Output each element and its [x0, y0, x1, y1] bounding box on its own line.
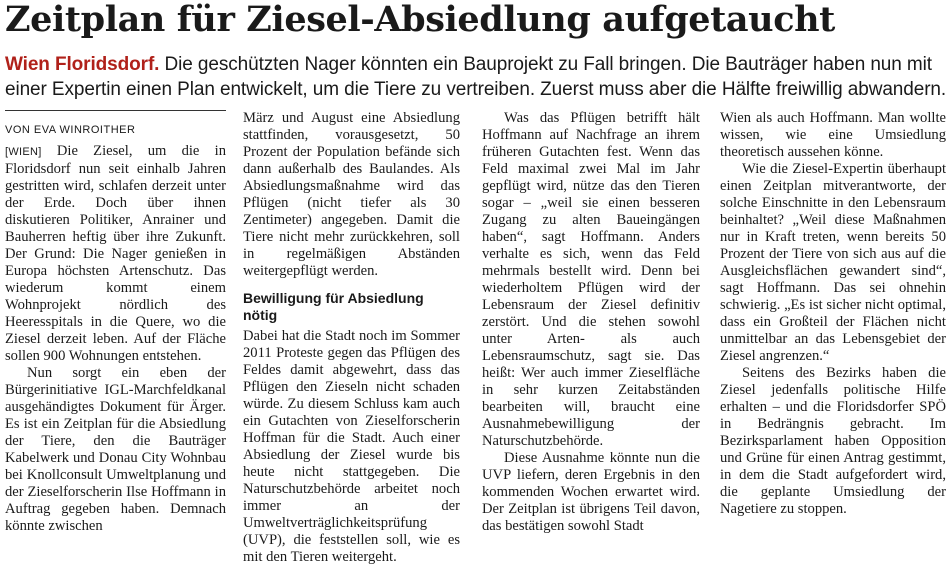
paragraph: Dabei hat die Stadt noch im Sommer 2011 Proteste gegen das Pflügen des Feldes damit abgewehrt, dass das Pflügen den Zieseln nicht schaden würde. Zu diesem Schluss kam auch ein Gutachten von Zieselforscherin Hoffman für die Stadt. Auch einer Absiedlung der Ziesel wurde bis heute nicht stattgegeben. Die Naturschutzbehörde arbeitet noch immer an der Umweltverträglichkeitsprüfung (UVP), die feststellen soll, wie es mit den Tieren weitergeht. [243, 328, 460, 565]
column-3 [482, 110, 700, 535]
lead-text: Die geschützten Nager könnten ein Bauprojekt zu Fall bringen. Die Bauträger haben nun mit einer Expertin einen Plan entwickelt, um die Tiere zu vertreiben. Zuerst muss aber die Hälfte freiwillig abwandern. [5, 54, 947, 100]
city-tag: [WIEN] [5, 146, 42, 158]
headline: Zeitplan für Ziesel-Absiedlung aufgetaucht [5, 0, 835, 40]
paragraph: Was das Pflügen betrifft hält Hoffmann auf Nachfrage an ihrem früheren Gutachten fest. Wenn das Feld maximal zwei Mal im Jahr gepflügt wird, nütze das den Tieren sogar – „weil sie einen besseren Zugang zu alten Baueingängen haben“, sagt Hoffmann. Anders verhalte es sich, wenn das Feld mehrmals bestellt wird. Denn bei wiederholtem Pflügen wird der Lebensraum der Ziesel definitiv zerstört. Und die stehen sowohl unter Arten- als auch Lebensraumschutz, sagt sie. Das heißt: Wer auch immer Zieselfläche in sehr kurzen Zeitabständen bearbeiten will, braucht eine Ausnahmebewilligung der Naturschutzbehörde. [482, 110, 700, 449]
paragraph: Wien als auch Hoffmann. Man wollte wissen, wie eine Umsiedlung theoretisch aussehen könne. [720, 110, 946, 160]
paragraph: Wie die Ziesel-Expertin überhaupt einen Zeitplan mitverantworte, der solche Einschnitte in den Lebensraum beinhaltet? „Weil diese Maßnahmen nur in Kraft treten, wenn bereits 50 Prozent der Tiere von sich aus auf die Ausgleichsflächen gewandert sind“, sagt Hoffmann. Das sei ohnehin schwierig. „Es ist sicher nicht optimal, dass ein Großteil der Flächen nicht unmittelbar an das Lebensgebiet der Ziesel angrenzen.“ [720, 161, 946, 364]
lead-paragraph [5, 52, 947, 102]
paragraph: Seitens des Bezirks haben die Ziesel jedenfalls politische Hilfe erhalten – und die Floridsdorfer SPÖ in Bedrängnis gebracht. Im Bezirksparlament haben Opposition und Grüne für einen Antrag gestimmt, in dem die Stadt aufgefordert wird, die geplante Umsiedlung der Nagetiere zu stoppen. [720, 365, 946, 517]
column-4 [720, 110, 946, 518]
column-2 [243, 110, 460, 566]
paragraph: März und August eine Absiedlung stattfinden, vorausgesetzt, 50 Prozent der Population befände sich dann außerhalb des Baulandes. Als Absiedlungsmaßnahme wird das Pflügen (nicht tiefer als 30 Zentimeter) angegeben. Damit die Tiere nicht mehr zurückkehren, soll in regelmäßigen Abständen weitergepflügt werden. [243, 110, 460, 279]
subheading: Bewilligung für Absiedlung nötig [243, 290, 424, 323]
article-body [0, 110, 951, 565]
paragraph: Nun sorgt ein eben der Bürgerinitiative IGL-Marchfeldkanal ausgehändigtes Dokument für Ärger. Es ist ein Zeitplan für die Absiedlung der Tiere, den die Bauträger Kabelwerk und Donau City Wohnbau bei Knollconsult Umweltplanung und der Zieselforscherin Ilse Hoffmann in Auftrag gegeben haben. Demnach könnte zwischen [5, 365, 226, 534]
paragraph [5, 143, 226, 365]
byline: VON EVA WINROITHER [5, 124, 136, 136]
paragraph: Diese Ausnahme könnte nun die UVP liefern, deren Ergebnis in den kommenden Wochen erwartet wird. Der Zeitplan ist übrigens Teil davon, das bestätigen sowohl Stadt [482, 450, 700, 534]
column-1 [5, 110, 226, 535]
lead-location: Wien Floridsdorf. [5, 54, 160, 75]
paragraph-text: Die Ziesel, um die in Floridsdorf nun seit einhalb Jahren gestritten wird, schlafen derzeit unter der Erde. Doch über ihnen diskutieren Politiker, Anrainer und Bauherren heftig über ihre Zukunft. Der Grund: Die Nager genießen in Europa höchsten Artenschutz. Das wiederum kommt einem Wohnprojekt nördlich des Heeresspitals in die Quere, wo die Ziesel derzeit leben. Auf der Fläche sollen 900 Wohnungen entstehen. [5, 143, 226, 364]
